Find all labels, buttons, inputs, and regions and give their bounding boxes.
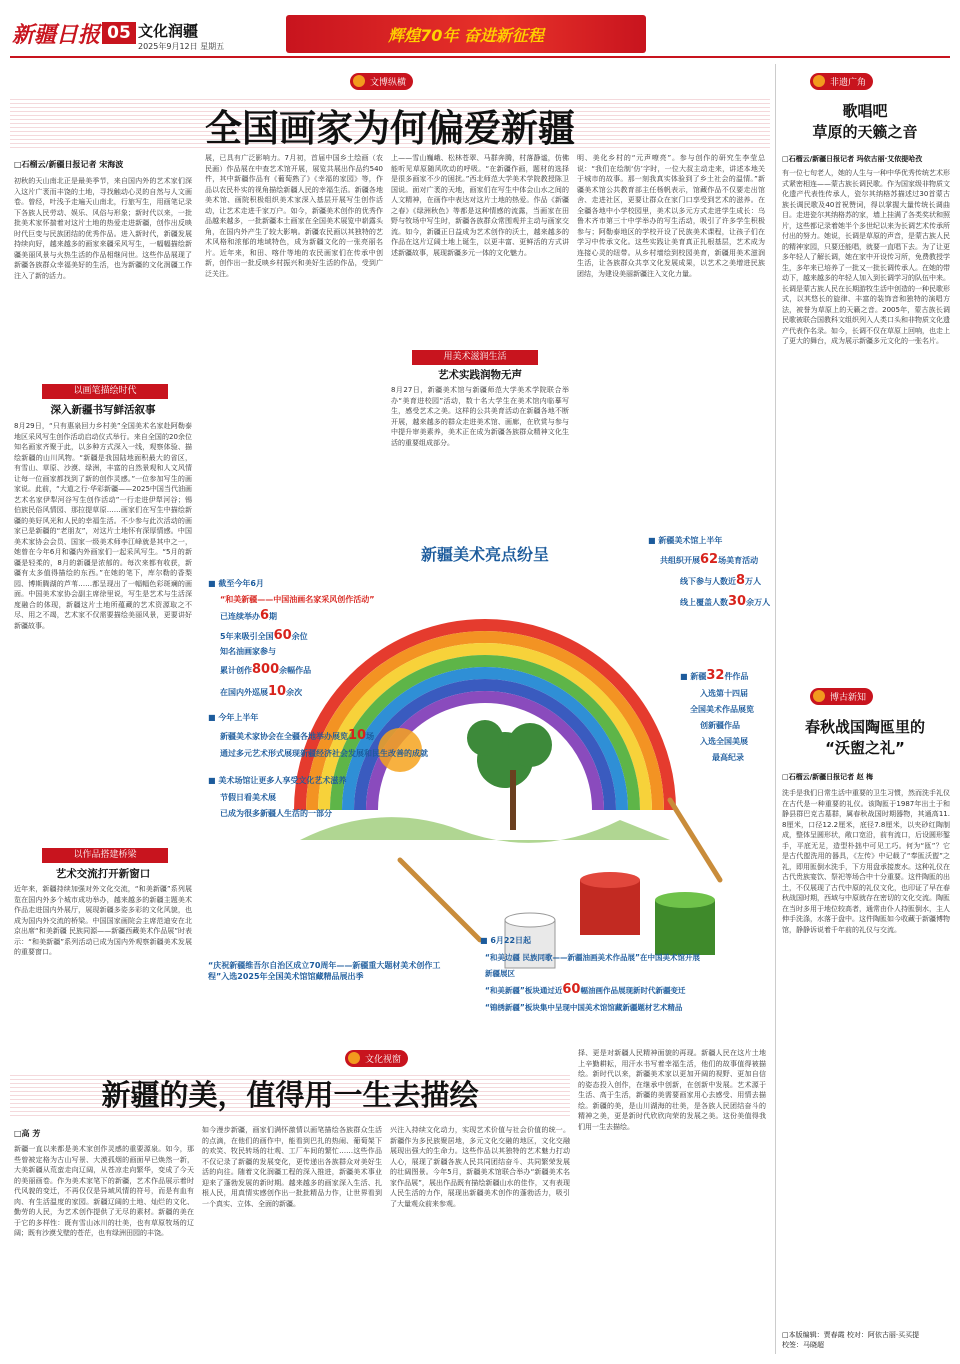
info-right-line-3: 线下参与人数近8万人 bbox=[680, 573, 762, 588]
infographic-title: 新疆美术亮点纷呈 bbox=[420, 545, 549, 564]
bottom-title: 新疆的美，值得用一生去描绘 bbox=[101, 1078, 479, 1112]
section-tag-bogu: 博古新知 bbox=[810, 688, 873, 705]
info-left-line-3: 已连续举办6期 bbox=[220, 608, 278, 623]
subhead-1: 深入新疆书写鲜活叙事 bbox=[50, 404, 156, 416]
subhead-ribbon-1: 以画笔描绘时代 bbox=[42, 384, 168, 399]
info-right-line-7: 全国美术作品展览 bbox=[690, 705, 754, 714]
page-number: 05 bbox=[102, 22, 136, 44]
subhead-ribbon-2: 用美术滋润生活 bbox=[412, 350, 538, 365]
info-left-line-5: 知名油画家参与 bbox=[220, 647, 276, 656]
info-left-line-4: 5年来吸引全国60余位 bbox=[220, 628, 308, 643]
lead-title: 全国画家为何偏爱新疆 bbox=[205, 106, 575, 150]
paint-bucket-red bbox=[580, 872, 640, 935]
sidebar-byline-2: □石榴云/新疆日报记者 赵 梅 bbox=[782, 773, 874, 781]
info-right-line-6: 入选第十四届 bbox=[700, 689, 748, 698]
info-right-line-5: ■ 新疆32件作品 bbox=[680, 668, 749, 683]
hills bbox=[300, 817, 670, 843]
info-left-line-10: 通过多元艺术形式展现新疆经济社会发展和民生改善的成就 bbox=[220, 749, 428, 758]
lead-col1a: 初秋的天山南北正是最美季节，来自国内外的艺术家们深入这片广袤而丰饶的土地，寻找触动心灵的自然与人文画卷。曾经，叶浅予走遍天山南北，行旅写生，用画笔记录下各族人民劳动、娱乐、风俗与形象；新时代以来，一批批美术家怀揣着对这片土地的热爱走进新疆，创作出反映时代巨变与民族团结的优秀作品。进入新时代，新疆发展持续向好，越来越多的画家来疆采风写生，一幅幅描绘新疆美丽风景与火热生活的作品相继问世。这些作品展现了新疆各族群众幸福美好的生活，也为新疆的文化润疆工作注入了新的活力。 bbox=[14, 177, 192, 280]
section-name: 文化润疆 bbox=[138, 22, 199, 40]
info-right-line-10: 最高纪录 bbox=[712, 753, 744, 762]
checker-name: 校签：马晓超 bbox=[782, 1341, 824, 1349]
info-left-line-7: 在国内外巡展10余次 bbox=[220, 684, 303, 699]
section-tag-wenbo: 文博纵横 bbox=[350, 73, 413, 90]
bottom-col2: 如今漫步新疆，画家们满怀激情以画笔描绘各族群众生活的点滴，在他们的画作中，能看到巴扎的热闹、葡萄架下的欢笑、牧民转场的壮观、工厂车间的繁忙……这些作品不仅记录了新疆的发展变化，更传递出各族群众对美好生活的向往。随着文化润疆工程的深入推进，新疆美术事业迎来了蓬勃发展的新时期。越来越多的画家深入生活、扎根人民，用真情实感创作出一批批精品力作，让世界看到一个真实、立体、全面的新疆。 bbox=[202, 1126, 382, 1208]
subhead-ribbon-3: 以作品搭建桥梁 bbox=[42, 848, 168, 863]
proofreader-name: 校对：阿依古丽·买买提 bbox=[846, 1331, 920, 1339]
rainbow-arcs bbox=[300, 625, 670, 810]
info-right-line-4: 线上覆盖人数30余万人 bbox=[680, 594, 771, 609]
lead-col2: 展，已具有广泛影响力。7月初，首届中国乡土绘画（农民画）作品展在中查艺术馆开展，展览共展出作品约540件，其中新疆作品有《葡萄熟了》《幸福的家园》等，作品以农民朴实的视角描绘新疆人民的幸福生活。新疆各地美术馆、画院积极组织美术家深入基层开展写生创作活动，让艺术走进千家万户。如今，新疆美术创作的优秀作品越来越多，一批新疆本土画家在全国美术展览中崭露头角，在国内外产生了较大影响。新疆农民画以其独特的艺术风格和浓郁的地域特色，成为新疆文化的一张亮丽名片。近年来，和田、喀什等地的农民画家们在传承中创新，创作出一批反映乡村振兴和美好生活的作品，受到广泛关注。 bbox=[205, 154, 383, 278]
section-tag-feiyi: 非遗广角 bbox=[810, 73, 873, 90]
masthead bbox=[0, 0, 960, 58]
info-right-line-8: 创新疆作品 bbox=[700, 721, 740, 730]
info-left-line-13: 已成为很多新疆人生活的一部分 bbox=[220, 809, 332, 818]
bottom-col1: 新疆一直以来都是美术家创作灵感的重要源泉。如今，那些曾被定格为古山写景、大漠孤烟的画面早已焕然一新，大美新疆从荒蛮走向辽阔，从苍凉走向繁华，变成了今天的美丽画卷。作为美术家笔下的新疆，艺术作品展示着时代风貌的变迁，不再仅仅是异域风情的符号，而是有血有肉、有生活温度的家园。新疆辽阔的土地、灿烂的文化、勤劳的人民，为艺术创作提供了无尽的素材。新疆的美在于它的多样性：既有雪山冰川的壮美，也有草原牧场的辽阔；既有沙漠戈壁的苍茫，也有绿洲田园的丰饶。 bbox=[14, 1145, 194, 1237]
info-left-line-14: “庆祝新疆维吾尔自治区成立70周年——新疆重大题材美术创作工程”入选2025年全国美术馆馆藏精品展出季 bbox=[208, 961, 441, 981]
lead-col1b: 8月29日，“只有惠泉回力乡村美”全国美术名家赴阿勒泰地区采风写生创作活动启动仪式举行。来自全国的20余位知名画家齐聚于此，以多种方式深入一线，观察体验、描绘新疆的山川风物。“新疆是我国陆地面积最大的省区，有雪山、草原、沙漠、绿洲，丰富的自然景观和人文风情让每一位画家都找到了新的创作灵感。”一位参加写生的画家说。此前，“大道之行·华彩新疆——2025中国当代油画艺术名家伊犁河谷写生创作活动”一行走进伊犁河谷；锡伯族民俗风情园、那拉提草原……画家们在写生中描绘新疆的美好风光和人民的幸福生活。不少参与此次活动的画家已是新疆的“老朋友”，对这片土地怀有深厚情感。中国美术家协会会员、国家一级美术师李江峰就是其中之一，她曾在今年6月和疆内外画家们一起采风写生。“5月的新疆是轻柔的，8月的新疆是浓郁的。每次来都有收获，新疆有太多值得描绘的东西。”在她的笔下，库尔勒的香梨园、博斯腾湖的芦苇……都呈现出了一幅幅色彩斑斓的画面。中国美术家协会副主席徐里说，写生是艺术与生活深度融合的体现，新疆这片土地所蕴藏的艺术资源取之不尽、用之不竭，艺术家不仅需要描绘美丽风景，更要讲好新疆故事。 bbox=[14, 422, 192, 630]
info-right-line-2: 共组织开展62场美育活动 bbox=[660, 552, 759, 567]
info-left-head-3: ■ 美术场馆让更多人享受文化艺术滋养 bbox=[208, 775, 346, 786]
info-left-line-6: 累计创作800余幅作品 bbox=[220, 662, 312, 677]
paint-bucket-green bbox=[655, 892, 715, 955]
masthead-rule bbox=[10, 56, 950, 58]
paper-logo: 新疆日报 bbox=[12, 22, 101, 48]
section-tag-wenhua: 文化视窗 bbox=[345, 1050, 408, 1067]
bottom-col4: 择、更是对新疆人民精神面貌的再现。新疆人民在这片土地上辛勤耕耘，用汗水书写着幸福生活，他们的故事值得被描绘。新时代以来，新疆美术家以更加开阔的视野、更加自信的姿态投入创作，在继承中创新，在创新中发展。艺术源于生活、高于生活，新疆的美需要画家用心去感受、用情去描绘。新疆的美，是山川湖海的壮美，是各族人民团结奋斗的精神之美，更是新时代欣欣向荣的发展之美。这份美值得我们用一生去描绘。 bbox=[578, 1049, 766, 1131]
sidebar-title-1a: 歌唱吧 bbox=[842, 102, 888, 120]
banner bbox=[286, 15, 646, 53]
sidebar-divider bbox=[775, 64, 776, 1354]
tree-illustration bbox=[467, 720, 552, 830]
subhead-2: 艺术实践润物无声 bbox=[438, 369, 522, 381]
sidebar-title-1b: 草原的天籁之音 bbox=[812, 123, 918, 141]
info-left-line-12: 节假日看美术展 bbox=[220, 793, 276, 802]
sidebar-text-2: 洗手是我们日常生活中重要的卫生习惯，然而洗手礼仪在古代是一种重要的礼仪。该陶匜于1987年出土于和静县群巴克古墓群，属春秋战国时期器物，其通高11.8厘米，口径12.2厘米，底径7.8厘米，以夹砂红陶制成，整体呈圆形状，敞口宽沿，前有流口，后设圆形錾手，平底无足，造型朴拙中可见工巧。何为“匜”？它是古代盥洗用的器具，《左传》中记载了“奉匜沃盥”之礼，即用匜倒水洗手，下方用盘承接废水。这种礼仪在古代贵族宴饮、祭祀等场合中十分重要。这件陶匜的出土，不仅展现了古代中原的礼仪文化，也印证了早在春秋战国时期，西域与中原就存在密切的文化交流。陶匜在当时多用于地位较高者，通常由仆人持匜倒水，主人伸手洗涤，水落于盘中。这件陶匜如今收藏于新疆博物馆，静静诉说着千年前的礼仪与交流。 bbox=[782, 789, 950, 934]
info-left-line-9: 新疆美术家协会在全疆各地举办展览10场 bbox=[220, 728, 375, 743]
lead-col1c: 近年来，新疆持续加强对外文化交流，“和美新疆”系列展览在国内外多个城市成功举办，越来越多的新疆主题美术作品走进国内外展厅，展现新疆多姿多彩的文化风貌，也成为国内外交流的桥梁。中国国家画院会主席范迪安在北京出席“和美新疆 民族同源——新疆西藏美术作品展”时表示：“和美新疆”系列活动已成为国内外观察新疆美术发展的重要窗口。 bbox=[14, 885, 192, 956]
lead-col3: 上——雪山巍峨、松林苍翠、马群奔腾，村落静谧，仿佛能听见草原随风吹动的呼吸。“在新疆作画，题材的选择是很多画家不少的困扰。”西北师范大学美术学院教授陈卫国说。面对广袤的天地，画家们在写生中体会山水之间的人文精神，在画作中表达对这片土地的热爱。作品《新疆之春》《绿洲秋色》等都是这种情感的流露，当画家在田野与牧场中写生时，新疆各族群众常围观并主动与画家交流。如今，新疆正日益成为艺术创作的沃土，越来越多的作品在这片辽阔土地上诞生，以更丰富、更鲜活的方式讲述新疆故事，展现新疆多元一体的文化魅力。 bbox=[391, 154, 569, 257]
sidebar-title-2a: 春秋战国陶匜里的 bbox=[804, 718, 925, 736]
info-l2: “和美新疆——中国油画名家采风创作活动” bbox=[220, 595, 375, 604]
editor-name: □本版编辑：贾春霞 bbox=[782, 1331, 845, 1339]
sidebar-title-2b: “沃盥之礼” bbox=[825, 739, 905, 757]
lead-col3b: 8月27日，新疆美术馆与新疆师范大学美术学院联合举办“美育进校园”活动，数十名大学生在美术馆内临摹写生，感受艺术之美。这样的公共美育活动在新疆各地不断开展，越来越多的群众走进美术馆、画廊，在欣赏与参与中提升审美素养，美术正在成为新疆各族群众精神文化生活的重要组成部分。 bbox=[391, 386, 569, 447]
info-right-line-12: “和美边疆 民族同歌——新疆油画美术作品展”在中国美术馆开展 bbox=[485, 953, 700, 962]
editor-credits bbox=[782, 1330, 952, 1350]
bottom-col3: 兴注入持续文化动力，实现艺术价值与社会价值的统一。新疆作为多民族聚居地，多元文化交融的地区，文化交融展现出强大的生命力。这些作品以其独特的艺术魅力打动人心，展现了新疆各族人民共同团结奋斗、共同繁荣发展的壮阔图景。今年5月，新疆美术馆联合举办“新疆美术名家作品展”，展出作品既有描绘新疆山水的佳作，又有表现人民生活的力作，展现出新疆美术创作的蓬勃活力，吸引了大量观众前来参观。 bbox=[390, 1126, 570, 1208]
lead-col4: 明、美化乡村的“元声嘹亮”。参与创作的研究生李莹总说：“我们在绘制‘仿’字时，一位大叔主动走来，讲述本地关于城市的故事。那一刻我真实体验到了乡土社会的温情。”新疆美术馆公共教育部主任杨帆表示，馆藏作品不仅要走出馆舍、走进社区，更要让群众在家门口享受到艺术的滋养。在全疆各地中小学校园里，美术以多元方式走进学生成长：乌鲁木齐市第三十中学举办的写生活动，吸引了许多学生积极参与；阿勒泰地区的学校开设了民族美术课程，让孩子们在学习中传承文化。这些实践让美育真正扎根基层，艺术成为连接心灵的纽带。从乡村墙绘到校园美育，新疆用美术滋润生活，让各族群众共享文化发展成果，以艺术之美增进民族团结，为建设美丽新疆注入文化力量。 bbox=[577, 154, 765, 278]
info-right-line-12b: 新疆展区 bbox=[485, 969, 515, 978]
info-left-head-1: ■ 截至今年6月 bbox=[208, 578, 264, 589]
info-right-line-9: 入选全国美展 bbox=[700, 737, 748, 746]
info-right-line-14: “锦绣新疆”板块集中呈现中国美术馆馆藏新疆题材艺术精品 bbox=[485, 1003, 683, 1012]
info-right-line-13: “和美新疆”板块通过近60幅油画作品展现新时代新疆变迁 bbox=[485, 982, 686, 997]
info-right-head-2: ■ 6月22日起 bbox=[480, 935, 531, 946]
info-left-line-2 bbox=[220, 594, 375, 605]
issue-date: 2025年9月12日 星期五 bbox=[138, 42, 225, 51]
info-right-head-1: ■ 新疆美术馆上半年 bbox=[648, 535, 722, 546]
subhead-3: 艺术交流打开新窗口 bbox=[55, 868, 151, 880]
banner-text: 辉煌70年 奋进新征程 bbox=[388, 26, 544, 45]
sidebar-text-1: 有一位七旬老人，她的人生与一种中华优秀传统艺术形式紧密相连——蒙古族长调民歌。作为国家级非物质文化遗产代表性传承人，瓷尔其纳格苏描述过30首蒙古族长调民歌及40首祝赞词，得以掌握大量传统长调曲目。走进瓷尔其纳格苏的家，墙上挂满了各类奖状和照片，这些都记录着她半个多世纪以来为长调艺术传承所付出的努力。她说，长调是草原的声音，是蒙古族人民的精神家园，只要还能唱，就要一直唱下去。为了让更多年轻人了解长调，她在家中开设传习所，免费教授学生，多年来已培养了一批又一批长调传承人。在她的带动下，越来越多的年轻人加入到长调学习的队伍中来。长调是蒙古族人民在长期游牧生活中创造的一种民歌形式，以其悠长的旋律、丰富的装饰音和独特的演唱方法，被誉为草原上的天籁之音。2005年，蒙古族长调民歌被联合国教科文组织列入人类口头和非物质文化遗产代表作名录。如今，长调不仅在草原上回响，也走上了更大的舞台，成为展示新疆多元文化的一张名片。 bbox=[782, 169, 950, 345]
bottom-byline: □高 芳 bbox=[14, 1129, 41, 1138]
sidebar-byline-1: □石榴云/新疆日报记者 玛依古丽·艾依提哈孜 bbox=[782, 155, 923, 163]
lead-byline: □石榴云/新疆日报记者 宋海波 bbox=[14, 160, 124, 169]
info-left-head-2: ■ 今年上半年 bbox=[208, 712, 258, 723]
